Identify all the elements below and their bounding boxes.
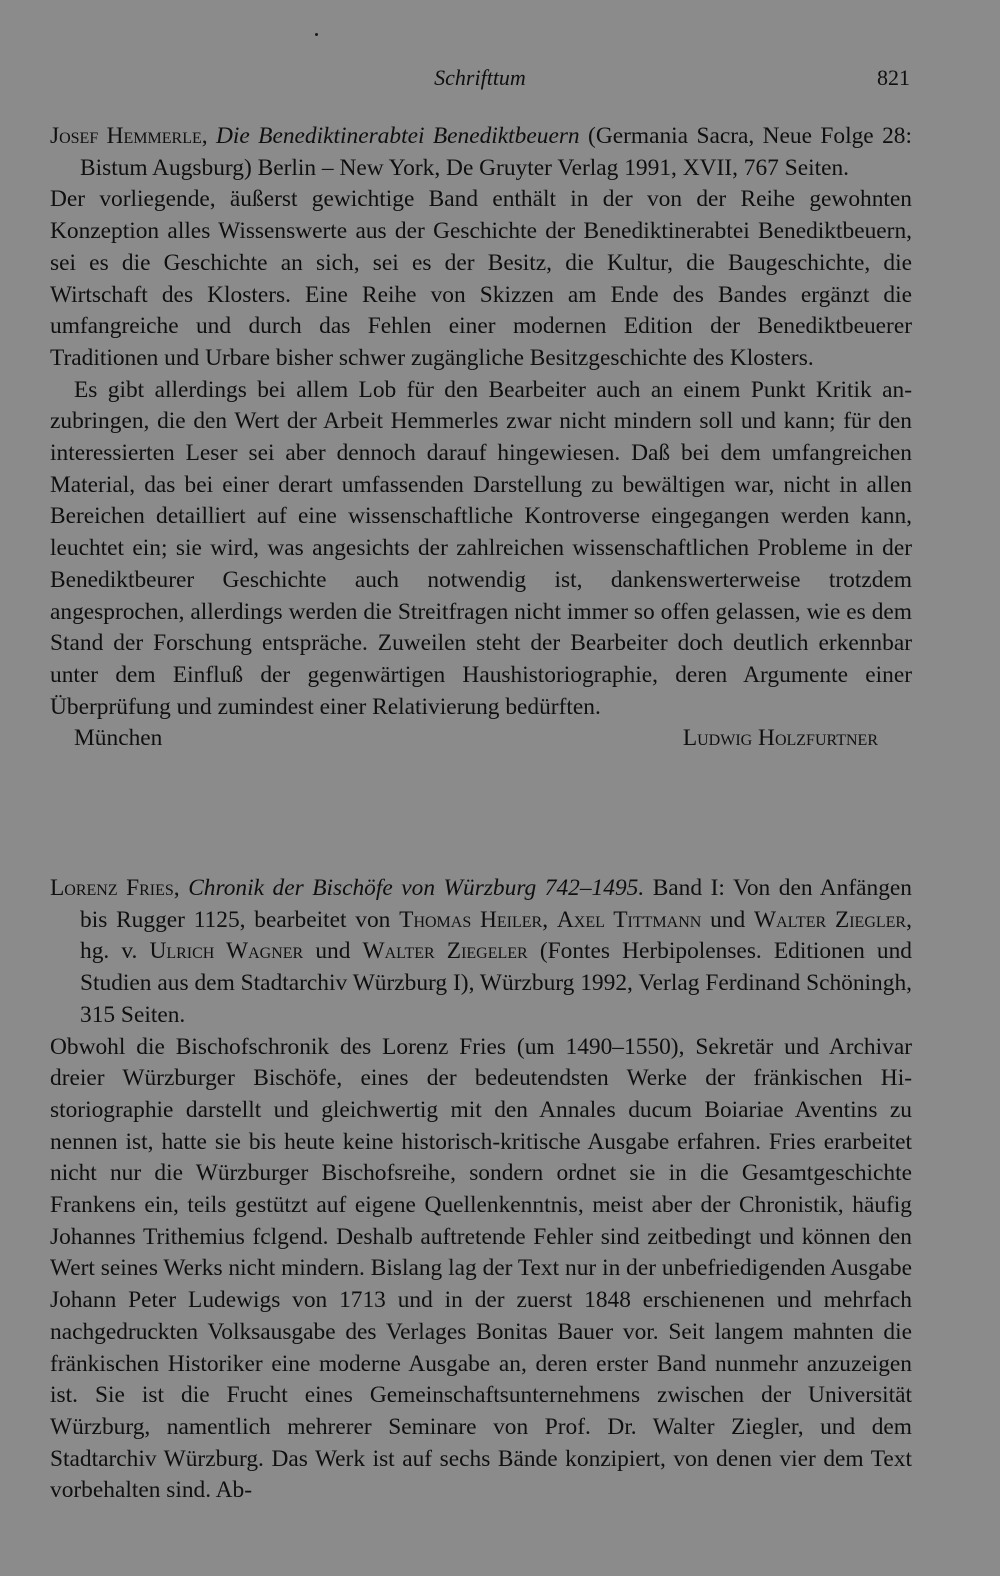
book-author: Josef Hemmerle,	[50, 123, 208, 149]
review-signature	[50, 723, 912, 755]
separator: und	[315, 938, 351, 965]
running-title: Schrifttum	[434, 65, 526, 90]
review-paragraph: Obwohl die Bischofschronik des Lorenz Fries (um 1490–1550), Sekretär und Archivar dreier Würzburger Bischöfe, eines der bedeutendsten Werke der fränkischen Historiographie darstellt und gleichwertig mit den Annales ducum Boiariae Aventins zu nennen ist, hatte sie bis heute keine historisch-kritische Ausgabe erfahren. Fries erarbeitet nicht nur die Würzburger Bischofsreihe, sondern ordnet sie in die Gesamtgeschichte Frankens ein, teils gestützt auf eigene Quellenkenntnis, meist aber der Chronistik, häufig Johannes Trithemius fclgend. Deshalb auftretende Fehler sind zeitbedingt und können den Wert seines Werks nicht mindern. Bislang lag der Text nur in der unbefriedigenden Ausgabe Johann Peter Ludewigs von 1713 und in der zuerst 1848 erschienenen und mehrfach nachgedruckten Volksausgabe des Verlages Bonitas Bauer vor. Seit langem mahnten die fränkischen Historiker eine moderne Ausgabe an, deren erster Band nunmehr anzuzeigen ist. Sie ist die Frucht eines Gemeinschaftsunternehmens zwischen der Universität Würzburg, namentlich mehrerer Seminare von Prof. Dr. Walter Ziegler, und dem Stadtarchiv Würzburg. Das Werk ist auf sechs Bände konzipiert, von denen vier dem Text vorbehalten sind. Ab-	[50, 1033, 912, 1504]
print-speck	[315, 33, 318, 36]
bibliographic-entry	[50, 121, 912, 184]
review-paragraph: Es gibt allerdings bei allem Lob für den Bearbeiter auch an einem Punkt Kritik anzubringen, die den Wert der Arbeit Hemmerles zwar nicht mindern soll und kann; für den interessierten Leser sei aber dennoch darauf hingewiesen. Daß bei dem umfangreichen Material, das bei einer derart umfassenden Darstellung zu bewältigen war, nicht in allen Bereichen detailliert auf eine wissenschaftliche Kontroverse eingegangen werden kann, leuchtet ein; sie wird, was angesichts der zahlreichen wissenschaftlichen Probleme in der Benediktbeurer Geschichte auch notwendig ist, dankenswerterweise trotzdem angesprochen, allerdings werden die Streitfragen nicht immer so offen gelassen, wie es dem Stand der Forschung entspräche. Zuweilen steht der Bearbeiter doch deutlich erkennbar unter dem Einfluß der gegenwärtigen Haushistoriographie, deren Argumente einer Überprüfung und zumindest einer Relativierung bedürften.	[50, 376, 912, 720]
editor-name: Walter Ziegeler	[362, 938, 528, 965]
running-header	[50, 58, 910, 98]
book-author: Lorenz Fries,	[50, 875, 180, 901]
separator: und	[710, 906, 746, 933]
editor-name: Thomas Heiler	[399, 906, 543, 933]
book-title: Chronik der Bischöfe von Würzburg 742–1495.	[188, 875, 645, 901]
signature-place: München	[74, 725, 163, 752]
review-hemmerle	[50, 121, 912, 755]
reviewer-name: Ludwig Holzfurtner	[682, 725, 878, 752]
page-number: 821	[877, 65, 910, 90]
bibliographic-entry	[50, 873, 912, 1032]
review-paragraph: Der vorliegende, äußerst gewichtige Band enthält in der von der Reihe gewohnten Konzeption alles Wissenswerte aus der Geschichte der Benediktinerabtei Benediktbeuern, sei es die Geschichte an sich, sei es der Besitz, die Kultur, die Baugeschichte, die Wirtschaft des Klosters. Eine Reihe von Skizzen am Ende des Bandes ergänzt die umfangreiche und durch das Fehlen einer modernen Edition der Benediktbeuerer Traditionen und Urbare bisher schwer zugängliche Besitzgeschichte des Klosters.	[50, 186, 912, 371]
review-fries	[50, 873, 912, 1507]
book-details: (Germania Sacra, Neue Folge 28: Bistum Augsburg) Berlin – New York, De Gruyter Verlag 1991, XVII, 767 Seiten.	[80, 123, 912, 181]
separator: ,	[542, 906, 549, 933]
book-details: Band I: Von den Anfängen bis Rugger 1125, bearbeitet von	[80, 875, 912, 933]
editor-name: Walter Ziegler	[754, 906, 907, 933]
book-details: (Fontes Herbipolenses. Editionen und Studien aus dem Stadtarchiv Würzburg I), Würzburg 1992, Verlag Ferdinand Schöningh, 315 Seiten.	[80, 938, 912, 1028]
editor-name: Axel Tittmann	[556, 906, 702, 933]
editor-name: Ulrich Wagner	[149, 938, 304, 965]
book-title: Die Benediktinerabtei Benediktbeuern	[216, 123, 580, 149]
book-details: , hg. v.	[80, 906, 912, 965]
